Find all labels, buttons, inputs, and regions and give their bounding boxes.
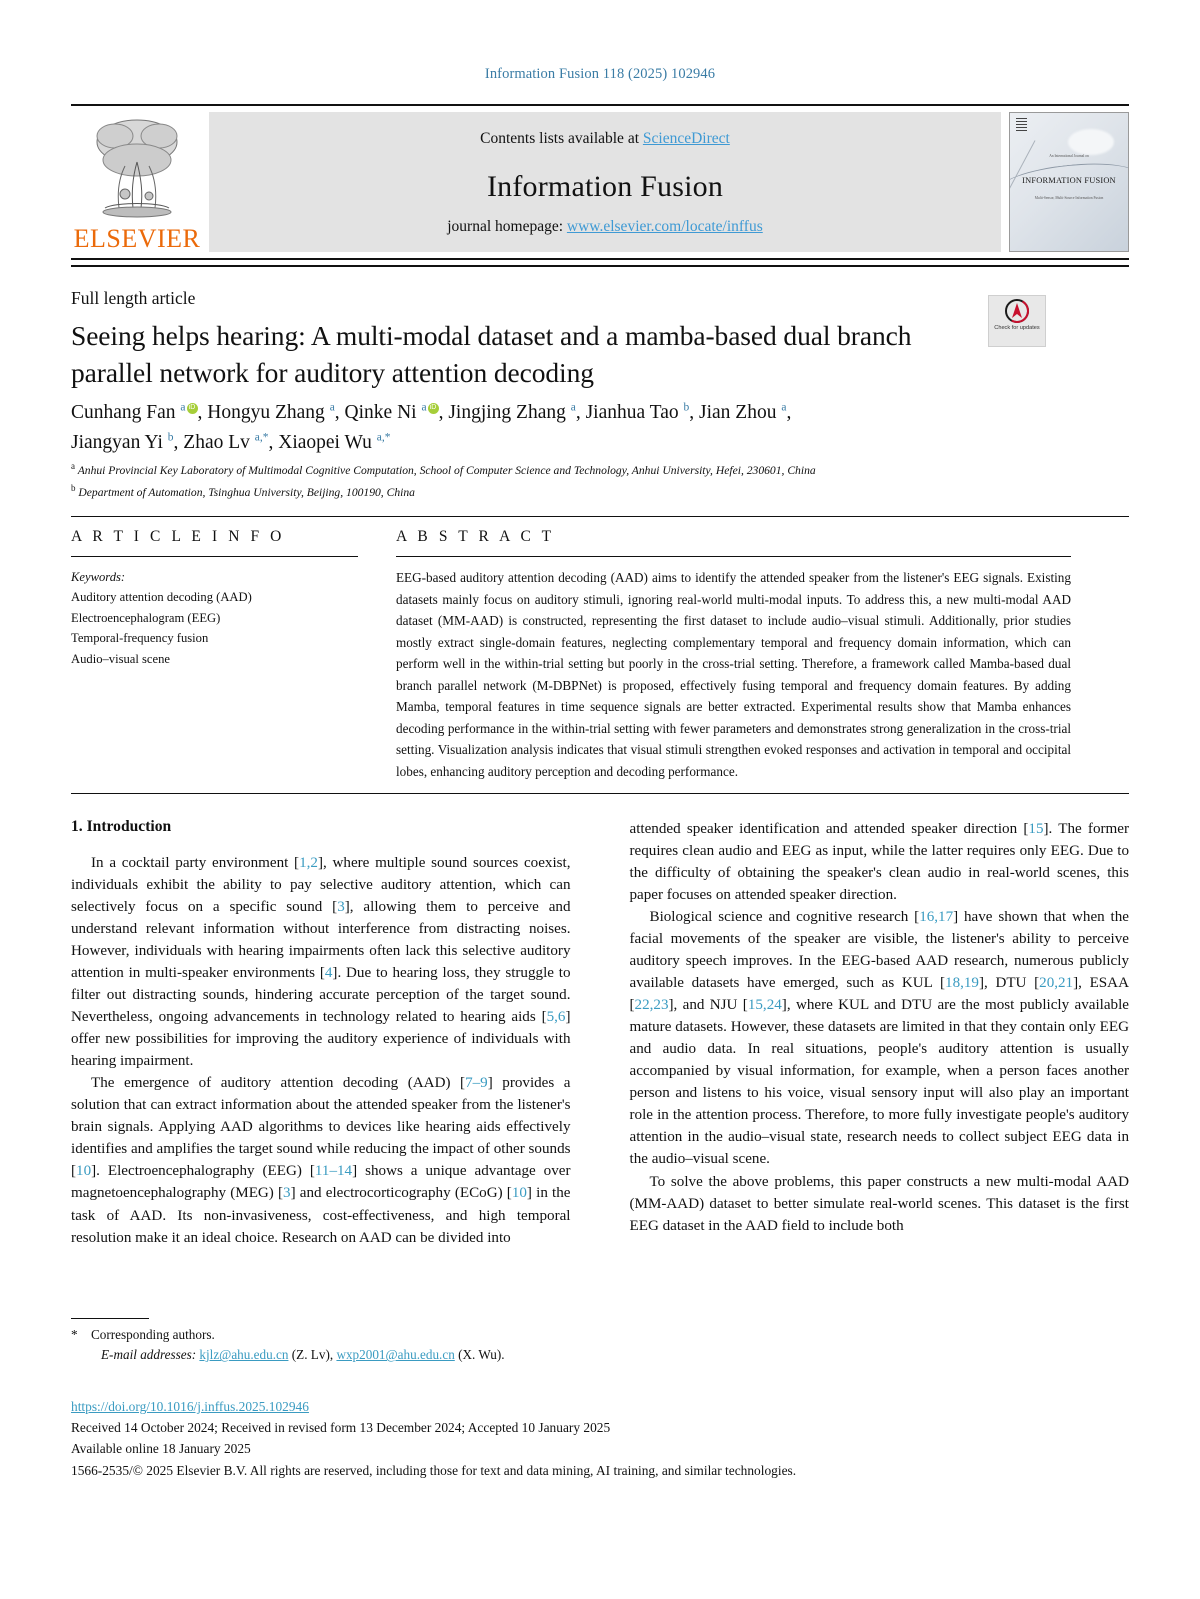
crossmark-badge[interactable]	[988, 295, 1046, 347]
sciencedirect-link[interactable]: ScienceDirect	[642, 130, 730, 147]
paragraph: The emergence of auditory attention decoding (AAD) [7–9] provides a solution that can extract information about the attended speaker from the listener's brain signals. Applying AAD algorithms to devices like hearing aids effectively identifies and amplifies the target sound while reducing the impact of other sounds [10]. Electroencephalography (EEG) [11–14] shows a unique advantage over magnetoencephalography (MEG) [3] and electrocorticography (ECoG) [10] in the task of AAD. Its non-invasiveness, cost-effectiveness, and high temporal resolution make it an ideal choice. Research on AAD can be divided into	[71, 1075, 571, 1246]
footnotes	[71, 1325, 691, 1366]
masthead-bottom-rule	[71, 265, 1129, 267]
author-name: Jianhua Tao	[585, 402, 679, 423]
contents-line	[480, 130, 730, 148]
email-link-wu[interactable]: wxp2001@ahu.edu.cn	[336, 1347, 455, 1363]
email-person-wu: (X. Wu).	[458, 1347, 505, 1363]
elsevier-tree-icon	[85, 116, 189, 224]
keyword-item: Auditory attention decoding (AAD)	[71, 590, 252, 605]
email-label: E-mail addresses:	[101, 1347, 197, 1363]
body-columns	[71, 818, 1129, 1293]
paragraph: Biological science and cognitive research [16,17] have shown that when the facial movements of the speaker are visible, the listener's ability to perceive auditory speech improves. In the EEG-based AAD research, numerous publicly available datasets have emerged, such as KUL [18,19], DTU [20,21], ESAA [22,23], and NJU [15,24], where KUL and DTU are the most publicly available mature datasets. However, these datasets are limited in that they contain only EEG and audio data. In real situations, people's auditory attention is usually accompanied by visual information, for example, when a person faces another person and listens to his voice, visual sensory input will also play an important role in the attention process. Therefore, to more fully investigate people's auditory attention in the audio–visual state, research needs to collect subject EEG data in the audio–visual scene.	[629, 909, 1129, 1168]
affiliation-b-text: Department of Automation, Tsinghua University, Beijing, 100190, China	[78, 485, 415, 499]
section-heading-introduction: 1. Introduction	[71, 818, 172, 835]
publication-info	[71, 1396, 1071, 1481]
affiliation-b: $^b$ Department of Automation, Tsinghua University, Beijing, 100190, China	[71, 482, 415, 499]
article-type-label: Full length article	[71, 288, 196, 308]
orcid-icon[interactable]	[187, 403, 198, 414]
author-name: Hongyu Zhang	[207, 402, 325, 423]
abstract-section-bottom-rule	[71, 793, 1129, 794]
available-online-date: Available online 18 January 2025	[71, 1441, 251, 1457]
cover-title: INFORMATION FUSION	[1022, 176, 1116, 186]
abstract-heading: A B S T R A C T	[396, 528, 555, 545]
author-name: Zhao Lv	[183, 431, 250, 453]
left-column	[71, 818, 571, 1293]
journal-homepage-line	[447, 218, 763, 236]
elsevier-logo	[71, 112, 203, 252]
author-name: Xiaopei Wu	[278, 431, 372, 453]
author-name: Jian Zhou	[699, 402, 777, 423]
author-name: Cunhang Fan	[71, 402, 176, 423]
article-info-column	[71, 528, 358, 669]
email-note	[71, 1345, 691, 1365]
orcid-icon[interactable]	[428, 403, 439, 414]
paragraph: attended speaker identification and attended speaker direction [15]. The former requires clean audio and EEG as input, while the latter requires only EEG. Due to the difficulty of obtaining the speaker's clean audio in real-world scenes, this paper focuses on attended speaker direction.	[629, 821, 1129, 904]
page-title: Seeing helps hearing: A multi-modal dataset and a mamba-based dual branch parallel network for auditory attention decoding	[71, 320, 912, 388]
author-list: Cunhang Fan $^a$ iD , Hongyu Zhang $^a$, Qinke Ni $^a$ iD , Jingjing Zhang $^a$, Jianhua Tao $^b$, Jian Zhou $^a$, Jiangyan Yi $^b$, Zhao Lv $^{a,*}$, Xiaopei Wu $^{a,*}$	[71, 398, 971, 457]
keywords-label: Keywords:	[71, 570, 126, 584]
homepage-prefix: journal homepage:	[447, 218, 567, 235]
crossmark-icon	[1004, 298, 1030, 324]
author-name: Jiangyan Yi	[71, 431, 163, 453]
doi-link[interactable]: https://doi.org/10.1016/j.inffus.2025.102946	[71, 1399, 309, 1414]
article-info-heading: A R T I C L E I N F O	[71, 528, 285, 545]
affiliation-a-text: Anhui Provincial Key Laboratory of Multimodal Cognitive Computation, School of Computer Science and Technology, Anhui University, Hefei, 230601, China	[77, 463, 816, 477]
abstract-column	[396, 528, 1071, 782]
keyword-item: Electroencephalogram (EEG)	[71, 610, 221, 625]
keyword-item: Temporal-frequency fusion	[71, 631, 209, 646]
keyword-item: Audio–visual scene	[71, 651, 170, 666]
abstract-section-top-rule	[71, 516, 1129, 517]
copyright-line: 1566-2535/© 2025 Elsevier B.V. All rights are reserved, including those for text and data mining, AI training, and similar technologies.	[71, 1462, 797, 1478]
cover-publisher-icon	[1016, 118, 1027, 133]
corresponding-author-note	[71, 1325, 691, 1345]
cover-subtitle: An International Journal on	[1049, 154, 1089, 159]
cover-scope-lines: Multi-Sensor, Multi-Source Information Fusion	[1034, 195, 1104, 200]
corresponding-text: Corresponding authors.	[91, 1327, 215, 1342]
elsevier-wordmark: ELSEVIER	[73, 224, 201, 253]
contents-prefix: Contents lists available at	[480, 130, 643, 147]
affiliations	[71, 459, 1071, 502]
email-person-lv: (Z. Lv),	[291, 1347, 334, 1363]
affiliation-a: $^a$ Anhui Provincial Key Laboratory of Multimodal Cognitive Computation, School of Computer Science and Technology, Anhui University, Hefei, 230601, China	[71, 461, 816, 477]
abstract-text: EEG-based auditory attention decoding (AAD) aims to identify the attended speaker from the listener's EEG signals. Existing datasets mainly focus on auditory stimuli, ignoring real-world multi-modal inputs. To address this, a new multi-modal AAD dataset (MM-AAD) is constructed, representing the first dataset to include audio–visual stimuli. Additionally, prior studies mostly extract single-domain features, neglecting complementary temporal and frequency domain information, which can perform well in the within-trial setting but poorly in the cross-trial setting. Therefore, a framework called Mamba-based dual branch parallel network (M-DBPNet) is proposed, effectively fusing temporal and frequency domain features. By adding Mamba, temporal features in time sequence signals are better extracted. Experimental results show that Mamba enhances decoding performance in the within-trial setting with fewer parameters and demonstrates strong generalization in the cross-trial setting. Visualization analysis indicates that visual stimuli strengthen evoked responses and activation in temporal and occipital lobes, enhancing auditory perception and decoding performance.	[396, 570, 1071, 779]
journal-band	[209, 112, 1001, 252]
right-column	[630, 818, 1130, 1293]
journal-cover-thumbnail	[1009, 112, 1129, 252]
paragraph: To solve the above problems, this paper constructs a new multi-modal AAD (MM-AAD) dataset to better simulate real-world scenes. This dataset is the first EEG dataset in the AAD field to include both	[629, 1173, 1129, 1234]
journal-masthead	[71, 104, 1129, 260]
journal-homepage-link[interactable]: www.elsevier.com/locate/inffus	[566, 218, 763, 235]
abstract-rule	[396, 556, 1071, 557]
received-dates: Received 14 October 2024; Received in revised form 13 December 2024; Accepted 10 January 2025	[71, 1420, 611, 1436]
running-head: Information Fusion 118 (2025) 102946	[484, 66, 716, 82]
article-info-rule	[71, 556, 358, 557]
cover-highlight	[1068, 129, 1114, 155]
footnote-rule	[71, 1318, 149, 1319]
author-name: Qinke Ni	[344, 402, 417, 423]
crossmark-label: Check for updates	[994, 325, 1040, 331]
asterisk-marker: *	[71, 1327, 78, 1342]
journal-title: Information Fusion	[486, 170, 724, 203]
author-name: Jingjing Zhang	[448, 402, 566, 423]
paragraph: In a cocktail party environment [1,2], where multiple sound sources coexist, individuals exhibit the ability to pay selective auditory attention, which can selectively focus on a specific sound [3], allowing them to perceive and understand relevant information without interference from distracting noises. However, individuals with hearing impairments often lack this selective auditory attention in multi-speaker environments [4]. Due to hearing loss, they struggle to filter out distracting sounds, hindering accurate perception of the target sound. Nevertheless, ongoing advancements in technology related to hearing aids [5,6] offer new possibilities for improving the auditory experience of individuals with hearing impairment.	[71, 855, 571, 1070]
email-link-lv[interactable]: kjlz@ahu.edu.cn	[199, 1347, 289, 1363]
